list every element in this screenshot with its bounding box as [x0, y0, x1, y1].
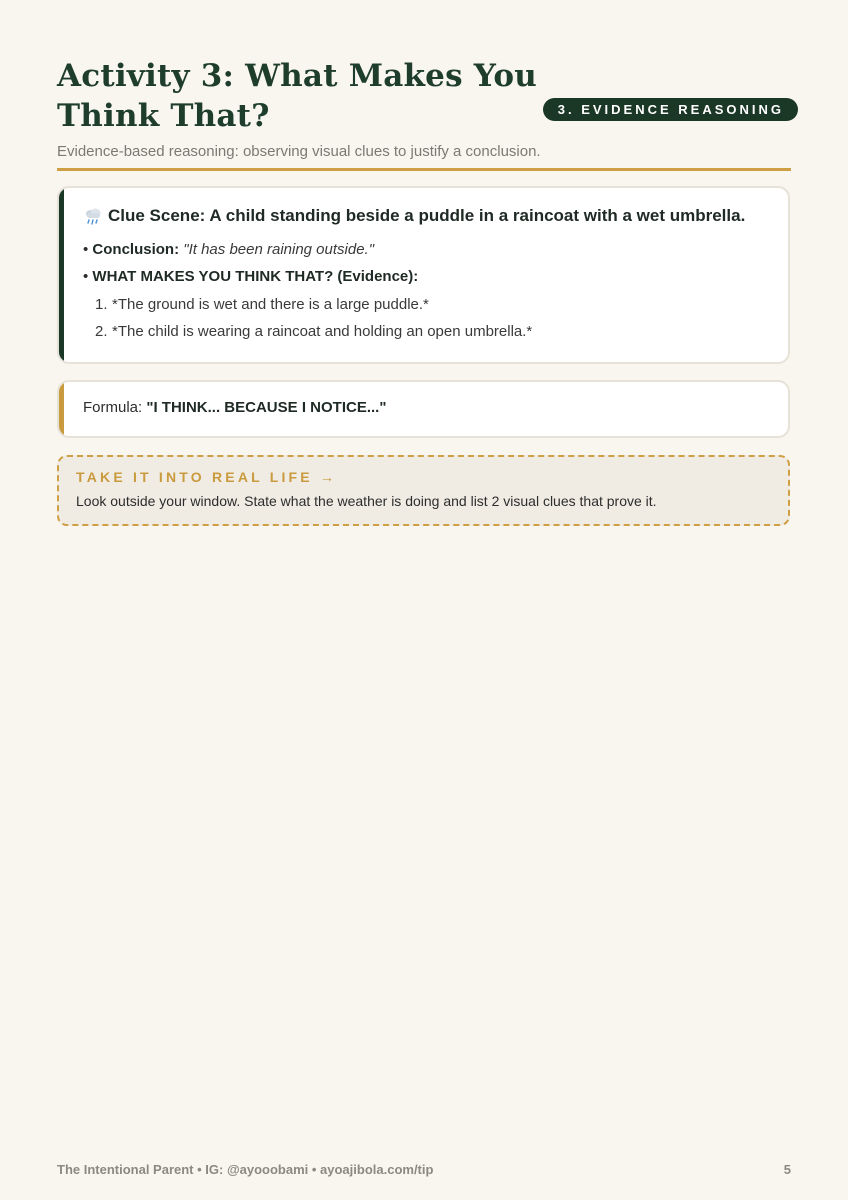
- page-title: Activity 3: What Makes You Think That?: [57, 58, 537, 134]
- evidence-number: 2.: [95, 323, 108, 340]
- evidence-heading-line: [83, 268, 418, 285]
- page-header: [57, 56, 791, 161]
- real-life-text: Look outside your window. State what the weather is doing and list 2 visual clues that prove it.: [76, 493, 657, 509]
- formula-text: "I THINK... BECAUSE I NOTICE...": [146, 399, 387, 416]
- evidence-item: [95, 322, 532, 349]
- section-badge: 3. EVIDENCE REASONING: [543, 98, 798, 121]
- formula-card: [57, 380, 790, 438]
- conclusion-text: "It has been raining outside.": [183, 241, 375, 258]
- bullet-dot: •: [83, 268, 93, 285]
- evidence-item: [95, 295, 532, 322]
- page-number: 5: [783, 1162, 791, 1177]
- rain-cloud-icon: [84, 207, 103, 226]
- evidence-text: *The child is wearing a raincoat and holding an open umbrella.*: [112, 323, 533, 340]
- real-life-title: TAKE IT INTO REAL LIFE →: [76, 469, 338, 485]
- real-life-box: [57, 455, 790, 526]
- formula-label: Formula:: [83, 399, 143, 416]
- footer-credits: The Intentional Parent • IG: @ayooobami • ayoajibola.com/tip: [57, 1162, 434, 1177]
- conclusion-label: Conclusion:: [92, 241, 180, 258]
- formula-line: [83, 399, 386, 416]
- evidence-number: 1.: [95, 296, 108, 313]
- clue-card: [57, 186, 790, 364]
- clue-heading-text: Clue Scene: A child standing beside a puddle in a raincoat with a wet umbrella.: [108, 206, 746, 225]
- header-divider: [57, 168, 791, 171]
- page-subtitle: Evidence-based reasoning: observing visual clues to justify a conclusion.: [57, 143, 541, 160]
- conclusion-line: [83, 241, 374, 258]
- bullet-dot: •: [83, 241, 93, 258]
- evidence-list: [95, 295, 532, 349]
- evidence-label: WHAT MAKES YOU THINK THAT? (Evidence):: [92, 268, 419, 285]
- clue-heading: [84, 206, 745, 226]
- evidence-text: *The ground is wet and there is a large puddle.*: [112, 296, 429, 313]
